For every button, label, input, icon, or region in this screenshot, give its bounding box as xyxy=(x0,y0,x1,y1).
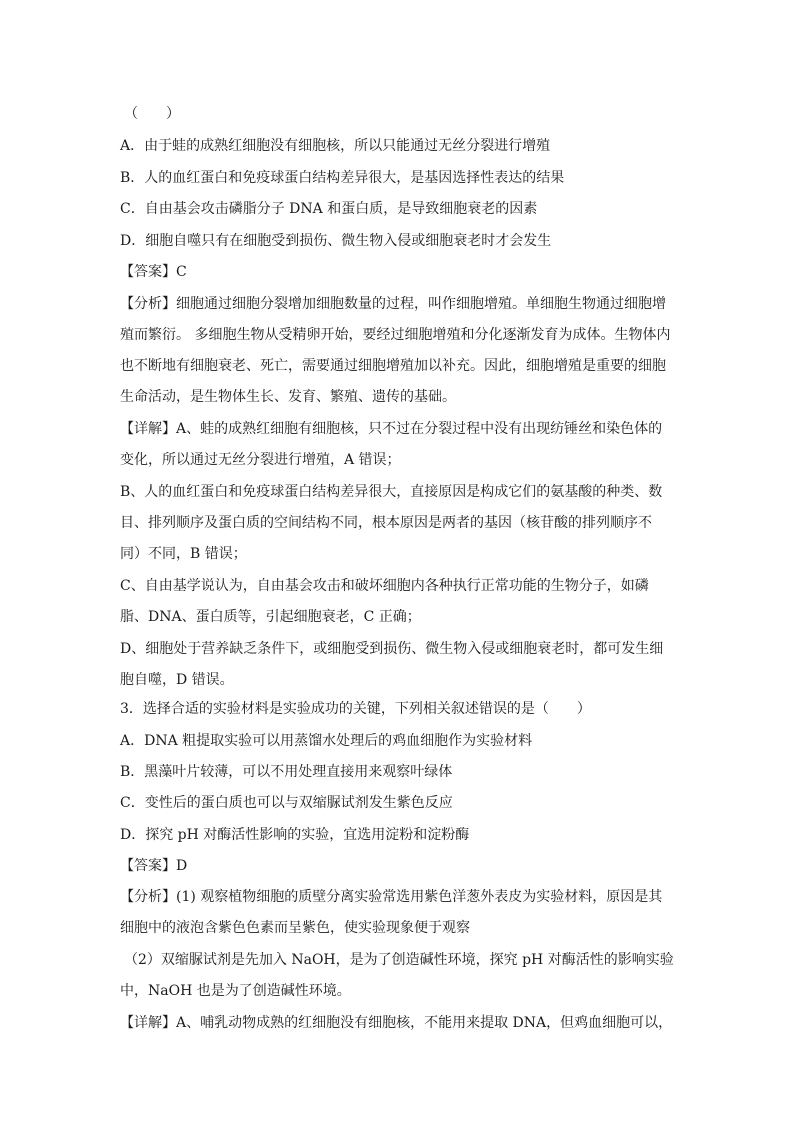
explanation-line: D、细胞处于营养缺乏条件下，或细胞受到损伤、微生物入侵或细胞衰老时，都可发生细 xyxy=(120,641,664,657)
analysis-line: 【分析】(1) 观察植物细胞的质壁分离实验常选用紫色洋葱外表皮为实验材料，原因是其 xyxy=(120,889,663,905)
analysis-line: 殖而繁衍。 多细胞生物从受精卵开始，要经过细胞增殖和分化逐渐发育为成体。生物体内 xyxy=(120,327,671,343)
explanation-line: 脂、DNA、蛋白质等，引起细胞衰老，C 正确； xyxy=(120,609,421,625)
answer-label: 【答案】C xyxy=(120,264,187,280)
option-b: B．人的血红蛋白和免疫球蛋白结构差异很大，是基因选择性表达的结果 xyxy=(120,170,565,186)
analysis-line: 细胞中的液泡含紫色色素而呈紫色，使实验现象便于观察 xyxy=(120,920,470,936)
explanation-line: 【详解】A、哺乳动物成熟的红细胞没有细胞核，不能用来提取 DNA，但鸡血细胞可以， xyxy=(120,1015,673,1031)
option-d: D．细胞自噬只有在细胞受到损伤、微生物入侵或细胞衰老时才会发生 xyxy=(120,233,552,249)
explanation-line: 【详解】A、蛙的成熟红细胞有细胞核，只不过在分裂过程中没有出现纺锤丝和染色体的 xyxy=(120,421,663,437)
option-c: C．变性后的蛋白质也可以与双缩脲试剂发生紫色反应 xyxy=(120,795,453,811)
option-a: A．DNA 粗提取实验可以用蒸馏水处理后的鸡血细胞作为实验材料 xyxy=(120,733,533,749)
question-bracket: （ ） xyxy=(124,106,180,122)
option-d: D．探究 pH 对酶活性影响的实验，宜选用淀粉和淀粉酶 xyxy=(120,827,470,843)
explanation-line: C、自由基学说认为，自由基会攻击和破坏细胞内各种执行正常功能的生物分子，如磷 xyxy=(120,578,649,594)
analysis-line: 生命活动，是生物体生长、发育、繁殖、遗传的基础。 xyxy=(120,389,456,405)
explanation-line: 胞自噬，D 错误。 xyxy=(120,672,234,688)
analysis-line: （2）双缩脲试剂是先加入 NaOH，是为了创造碱性环境，探究 pH 对酶活性的影响实验 xyxy=(124,952,674,968)
analysis-line: 也不断地有细胞衰老、死亡，需要通过细胞增殖加以补充。因此，细胞增殖是重要的细胞 xyxy=(120,358,666,374)
answer-label: 【答案】D xyxy=(120,858,188,874)
question-3-stem: 3．选择合适的实验材料是实验成功的关键，下列相关叙述错误的是（ ） xyxy=(120,701,591,717)
explanation-line: B、人的血红蛋白和免疫球蛋白结构差异很大，直接原因是构成它们的氨基酸的种类、数 xyxy=(120,484,663,500)
explanation-line: 目、排列顺序及蛋白质的空间结构不同，根本原因是两者的基因（核苷酸的排列顺序不 xyxy=(120,515,652,531)
option-c: C．自由基会攻击磷脂分子 DNA 和蛋白质，是导致细胞衰老的因素 xyxy=(120,201,538,217)
explanation-line: 变化，所以通过无丝分裂进行增殖，A 错误； xyxy=(120,452,401,468)
option-a: A．由于蛙的成熟红细胞没有细胞核，所以只能通过无丝分裂进行增殖 xyxy=(120,138,551,154)
analysis-line: 中，NaOH 也是为了创造碱性环境。 xyxy=(120,983,351,999)
option-b: B．黑藻叶片较薄，可以不用处理直接用来观察叶绿体 xyxy=(120,764,453,780)
explanation-line: 同）不同，B 错误； xyxy=(120,546,247,562)
analysis-line: 【分析】细胞通过细胞分裂增加细胞数量的过程，叫作细胞增殖。单细胞生物通过细胞增 xyxy=(120,296,666,312)
